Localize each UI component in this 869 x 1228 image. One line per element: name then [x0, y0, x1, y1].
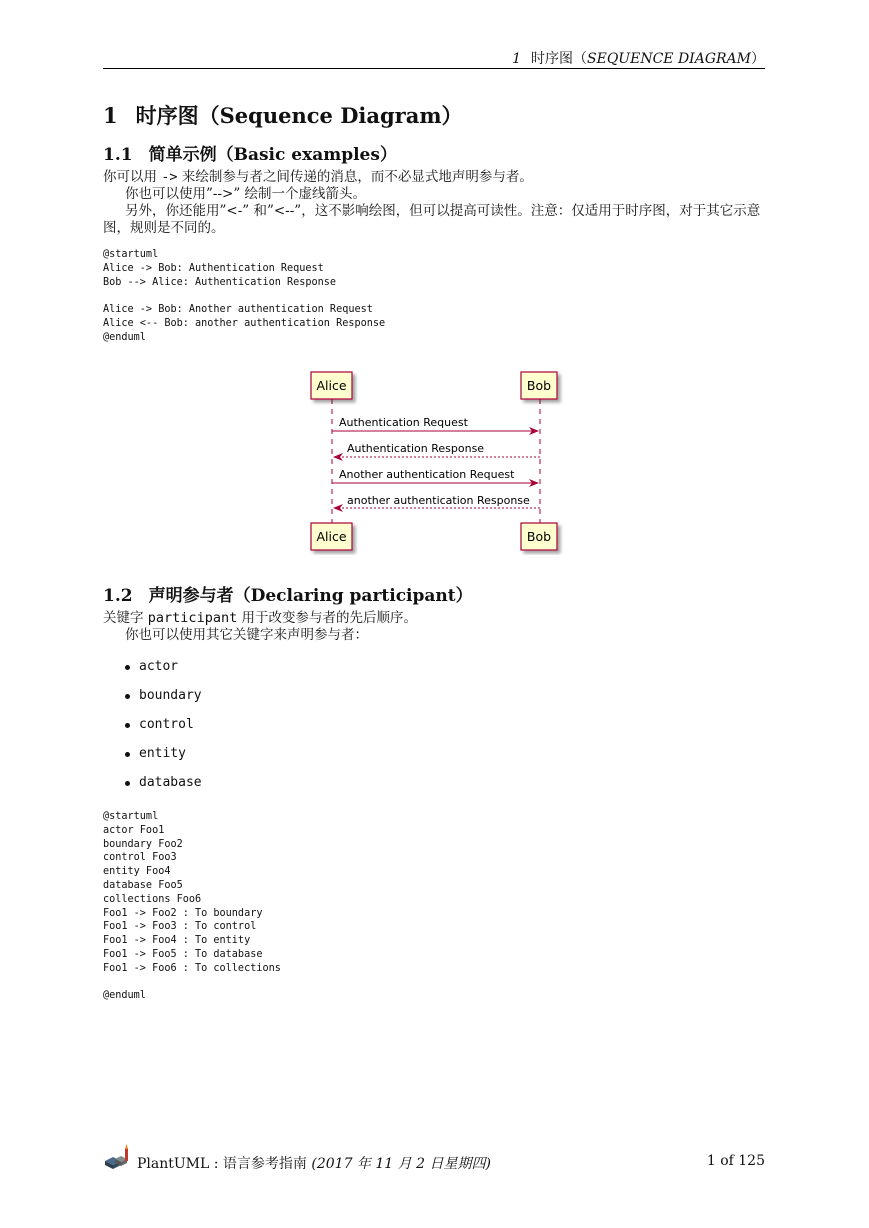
inline-code: participant — [147, 610, 238, 626]
subsection-title: 声明参与者（Declaring participant） — [148, 586, 473, 606]
page-footer — [103, 1139, 765, 1172]
participant-bob-bottom — [521, 523, 557, 550]
message-label: another authentication Response — [347, 494, 530, 507]
paragraph-text: 用于改变参与者的先后顺序。 — [237, 610, 417, 626]
participant-label: Bob — [526, 529, 552, 544]
paragraph-keywords: 你也可以使用其它关键字来声明参与者： — [125, 627, 368, 643]
list-item-text: actor — [139, 659, 179, 674]
bullet-dot — [125, 781, 130, 786]
message-label: Authentication Response — [347, 442, 485, 455]
list-item-text: boundary — [139, 688, 202, 703]
paragraph-arrow — [103, 169, 765, 186]
code-block-participant: @startuml actor Foo1 boundary Foo2 control Foo3 entity Foo4 database Foo5 collections Foo6 Foo1 -> Foo2 : To boundary Foo1 -> Foo3 : To control Foo1 -> Foo4 : To entity Foo1 -> Foo5 : To database Foo1 -> Foo6 : To collections @enduml — [103, 811, 281, 1002]
sequence-diagram — [300, 365, 570, 555]
message-3 — [332, 468, 539, 487]
list-item — [103, 742, 202, 771]
keyword-list — [103, 655, 202, 800]
footer-title — [137, 1153, 491, 1173]
header-title-en: SEQUENCE DIAGRAM — [587, 51, 751, 67]
paragraph-text: 关键字 — [103, 610, 148, 626]
message-2 — [333, 442, 540, 461]
plantuml-logo-icon — [103, 1143, 131, 1171]
participant-label: Bob — [526, 378, 552, 393]
code-block-basic: @startuml Alice -> Bob: Authentication Request Bob --> Alice: Authentication Response Alice -> Bob: Another authentication Request Alice <-- Bob: another authentication Response @enduml — [103, 249, 386, 343]
participant-alice-bottom — [311, 523, 352, 550]
bullet-dot — [125, 752, 130, 757]
list-item — [103, 684, 202, 713]
participant-label: Alice — [316, 529, 347, 544]
footer-text: PlantUML : 语言参考指南 — [137, 1156, 312, 1172]
bullet-dot — [125, 694, 130, 699]
header-rule — [103, 68, 765, 69]
running-header — [512, 48, 765, 68]
list-item-text: database — [139, 775, 202, 790]
paragraph-dashed: 你也可以使用”-->” 绘制一个虚线箭头。 — [125, 186, 367, 202]
paragraph-text: 来绘制参与者之间传递的消息，而不必显式地声明参与者。 — [177, 169, 533, 185]
section-heading — [103, 100, 463, 130]
list-item-text: entity — [139, 746, 186, 761]
list-item — [103, 713, 202, 742]
paragraph-text: 你可以用 — [103, 169, 162, 185]
list-item-text: control — [139, 717, 194, 732]
participant-bob-top — [521, 372, 557, 399]
bullet-dot — [125, 723, 130, 728]
footer-date: (2017 年 11 月 2 日星期四) — [311, 1156, 491, 1172]
subsection-heading-participant — [103, 581, 473, 606]
subsection-heading-basic — [103, 140, 397, 165]
section-title: 时序图（Sequence Diagram） — [135, 103, 463, 128]
page-number: 1 of 125 — [706, 1153, 765, 1169]
message-label: Another authentication Request — [339, 468, 515, 481]
message-label: Authentication Request — [339, 416, 468, 429]
list-item — [103, 771, 202, 800]
header-title-close: ） — [751, 51, 765, 67]
paragraph-participant — [103, 610, 765, 627]
subsection-title: 简单示例（Basic examples） — [148, 145, 397, 165]
list-item — [103, 655, 202, 684]
message-4 — [333, 494, 540, 512]
section-number: 1 — [103, 103, 118, 128]
inline-code: -> — [161, 169, 178, 185]
message-1 — [332, 416, 539, 435]
subsection-number: 1.2 — [103, 586, 133, 606]
paragraph-readability: 另外，你还能用”<-” 和”<--”，这不影响绘图，但可以提高可读性。注意：仅适用于时序图，对于其它示意图，规则是不同的。 — [103, 203, 761, 236]
header-title-cn: 时序图（ — [531, 51, 588, 67]
header-section-number: 1 — [512, 51, 522, 67]
participant-label: Alice — [316, 378, 347, 393]
participant-alice-top — [311, 372, 352, 399]
bullet-dot — [125, 665, 130, 670]
subsection-number: 1.1 — [103, 145, 133, 165]
